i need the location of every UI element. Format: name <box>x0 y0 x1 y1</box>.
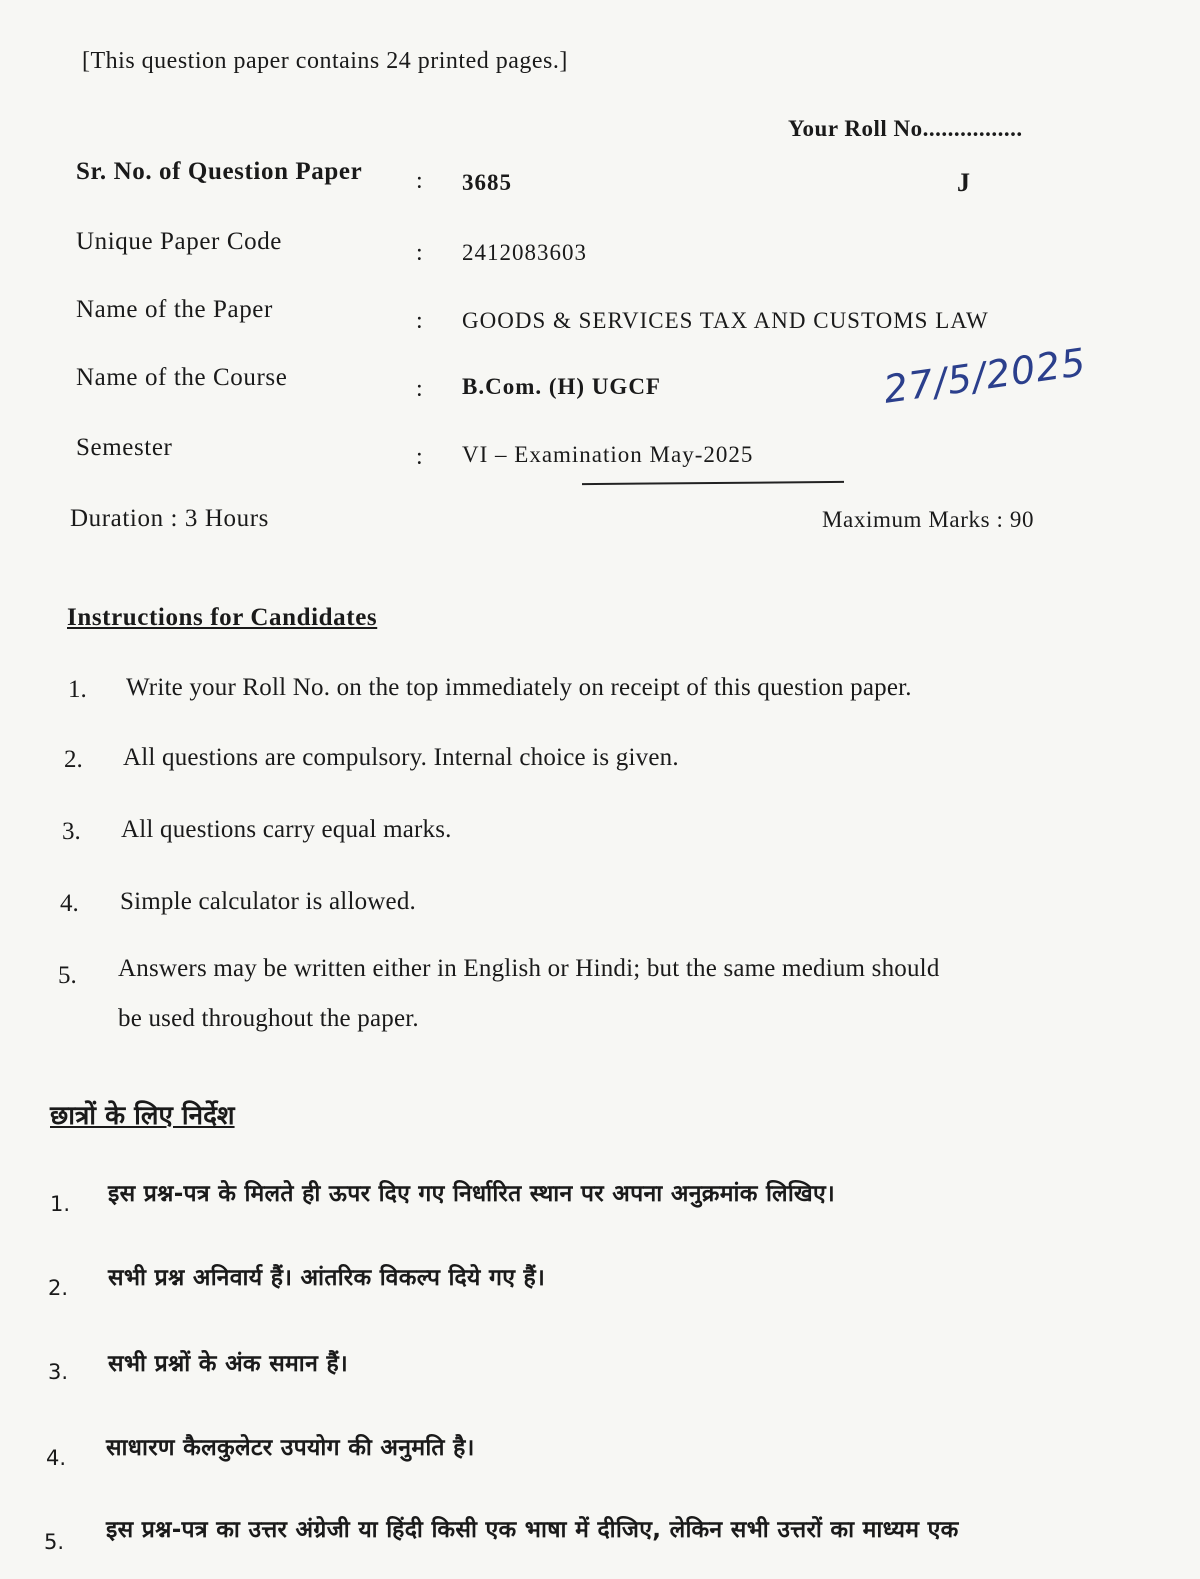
hindi-instruction-text: साधारण कैलकुलेटर उपयोग की अनुमति है। <box>106 1435 475 1461</box>
sr-no-colon: : <box>416 168 423 194</box>
hindi-instruction-number: 2. <box>48 1276 69 1300</box>
roll-number-field: Your Roll No................ <box>788 116 1023 141</box>
set-letter: J <box>957 168 970 197</box>
instruction-text-continued: be used throughout the paper. <box>118 1005 419 1032</box>
maximum-marks: Maximum Marks : 90 <box>822 507 1035 532</box>
hindi-instruction-number: 4. <box>46 1446 67 1470</box>
pages-note: [This question paper contains 24 printed pages.] <box>82 48 568 74</box>
paper-name-label: Name of the Paper <box>76 296 273 323</box>
pen-underline <box>582 481 844 485</box>
hindi-instruction-text: इस प्रश्न-पत्र के मिलते ही ऊपर दिए गए निर्धारित स्थान पर अपना अनुक्रमांक लिखिए। <box>108 1181 835 1207</box>
instruction-text: Simple calculator is allowed. <box>120 888 416 915</box>
course-name-colon: : <box>416 376 423 402</box>
hindi-instruction-number: 1. <box>50 1192 71 1216</box>
instructions-heading: Instructions for Candidates <box>67 604 378 631</box>
paper-name-colon: : <box>416 308 423 334</box>
instruction-number: 3. <box>62 818 81 845</box>
course-name-label: Name of the Course <box>76 364 288 391</box>
semester-colon: : <box>416 444 423 470</box>
instruction-text: Answers may be written either in English or Hindi; but the same medium should <box>118 955 940 982</box>
paper-code-colon: : <box>416 240 423 266</box>
instruction-number: 1. <box>68 676 87 703</box>
instruction-number: 5. <box>58 962 77 989</box>
duration: Duration : 3 Hours <box>70 505 269 532</box>
instruction-number: 2. <box>64 746 83 773</box>
paper-name-value: GOODS & SERVICES TAX AND CUSTOMS LAW <box>462 308 989 333</box>
instruction-number: 4. <box>60 890 79 917</box>
semester-label: Semester <box>76 434 173 461</box>
hindi-instruction-text: इस प्रश्न-पत्र का उत्तर अंग्रेजी या हिंदी किसी एक भाषा में दीजिए, लेकिन सभी उत्तरों का माध्यम एक <box>106 1517 959 1543</box>
sr-no-value: 3685 <box>462 170 512 195</box>
handwritten-date: 27/5/2025 <box>880 339 1089 412</box>
hindi-instruction-number: 5. <box>44 1530 65 1554</box>
hindi-instruction-text: सभी प्रश्न अनिवार्य हैं। आंतरिक विकल्प दिये गए हैं। <box>108 1265 546 1291</box>
instruction-text: All questions are compulsory. Internal choice is given. <box>123 744 679 771</box>
hindi-instructions-heading: छात्रों के लिए निर्देश <box>50 1101 235 1131</box>
instruction-text: Write your Roll No. on the top immediately on receipt of this question paper. <box>126 674 912 701</box>
hindi-instruction-number: 3. <box>48 1360 69 1384</box>
instruction-text: All questions carry equal marks. <box>121 816 452 843</box>
semester-value: VI – Examination May-2025 <box>462 442 754 467</box>
paper-code-value: 2412083603 <box>462 240 587 265</box>
hindi-instruction-text: सभी प्रश्नों के अंक समान हैं। <box>108 1351 348 1377</box>
course-name-value: B.Com. (H) UGCF <box>462 374 661 399</box>
paper-code-label: Unique Paper Code <box>76 228 282 255</box>
sr-no-label: Sr. No. of Question Paper <box>76 158 363 185</box>
